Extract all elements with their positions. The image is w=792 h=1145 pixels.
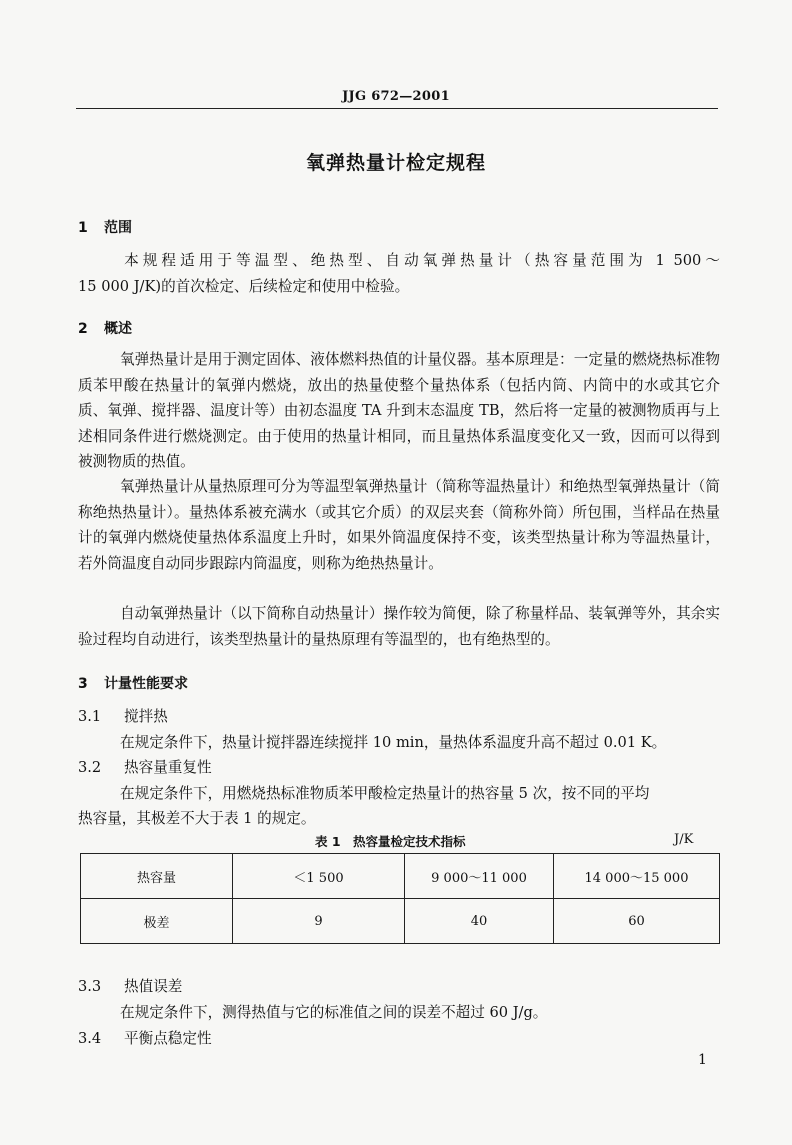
overview-paragraph-3	[78, 601, 720, 652]
subsection-title: 平衡点稳定性	[124, 1030, 212, 1047]
table-unit: J/K	[674, 832, 694, 847]
subsection-title: 热容量重复性	[124, 759, 212, 776]
heat-capacity-table	[80, 853, 720, 944]
subsection-3-3-body: 在规定条件下，测得热值与它的标准值之间的误差不超过 60 J/g。	[120, 1004, 548, 1021]
section-title: 概述	[104, 321, 132, 337]
section-title: 范围	[104, 220, 132, 236]
section-heading-overview	[78, 318, 132, 338]
table-cell: 9	[233, 899, 405, 944]
subsection-3-2-heading	[78, 756, 212, 777]
subsection-number: 3.3	[78, 978, 102, 995]
subsection-3-1-heading	[78, 705, 168, 726]
table-cell: 60	[554, 899, 720, 944]
scope-line-2: 15 000 J/K)的首次检定、后续检定和使用中检验。	[78, 277, 410, 295]
overview-text-1: 氧弹热量计是用于测定固体、液体燃料热值的计量仪器。基本原理是：一定量的燃烧热标准物质苯甲酸在热量计的氧弹内燃烧，放出的热量使整个量热体系（包括内筒、内筒中的水或其它介质、氧弹、搅拌器、温度计等）由初态温度 TA 升到末态温度 TB，然后将一定量的被测物质再与上述相同条件进行燃烧测定。由于使用的热量计相同，而且量热体系温度变化又一致，因而可以得到被测物质的热值。	[78, 351, 720, 470]
table-cell: 14 000～15 000	[554, 854, 720, 899]
section-heading-metrology	[78, 673, 188, 693]
overview-paragraph-2	[78, 474, 720, 576]
table-cell: 极差	[81, 899, 233, 944]
scope-paragraph	[78, 248, 720, 299]
subsection-3-1-body: 在规定条件下，热量计搅拌器连续搅拌 10 min，量热体系温度升高不超过 0.01 K。	[120, 734, 667, 751]
subsection-number: 3.1	[78, 708, 102, 725]
table-caption: 表 1 热容量检定技术指标	[315, 834, 466, 849]
table-row	[81, 854, 720, 899]
subsection-number: 3.4	[78, 1030, 102, 1047]
subsection-3-2-body-line-1: 在规定条件下，用燃烧热标准物质苯甲酸检定热量计的热容量 5 次，按不同的平均	[120, 785, 650, 802]
subsection-title: 搅拌热	[124, 708, 168, 725]
table-cell: 热容量	[81, 854, 233, 899]
page-title: 氧弹热量计检定规程	[305, 152, 486, 174]
section-title: 计量性能要求	[104, 676, 188, 692]
scope-line-1: 本规程适用于等温型、绝热型、自动氧弹热量计（热容量范围为 1 500～	[120, 252, 720, 269]
subsection-3-4-heading	[78, 1027, 212, 1048]
overview-paragraph-1	[78, 347, 720, 475]
table-cell: 9 000～11 000	[405, 854, 554, 899]
section-number: 2	[78, 321, 88, 337]
table-row	[81, 899, 720, 944]
subsection-3-2-body-line-2: 热容量，其极差不大于表 1 的规定。	[78, 810, 316, 827]
overview-text-3: 自动氧弹热量计（以下简称自动热量计）操作较为简便，除了称量样品、装氧弹等外，其余实验过程均自动进行，该类型热量计的量热原理有等温型的，也有绝热型的。	[78, 605, 720, 648]
subsection-3-3-heading	[78, 975, 182, 996]
page-number: 1	[698, 1052, 707, 1068]
table-cell: ＜1 500	[233, 854, 405, 899]
header-rule	[76, 108, 718, 109]
overview-text-2: 氧弹热量计从量热原理可分为等温型氧弹热量计（简称等温热量计）和绝热型氧弹热量计（简称绝热热量计）。量热体系被充满水（或其它介质）的双层夹套（简称外筒）所包围，当样品在热量计的氧弹内燃烧使量热体系温度上升时，如果外筒温度保持不变，该类型热量计称为等温热量计，若外筒温度自动同步跟踪内筒温度，则称为绝热热量计。	[78, 478, 720, 572]
subsection-title: 热值误差	[124, 978, 183, 995]
subsection-number: 3.2	[78, 759, 102, 776]
table-cell: 40	[405, 899, 554, 944]
section-number: 3	[78, 676, 88, 692]
section-heading-scope	[78, 217, 132, 237]
section-number: 1	[78, 220, 88, 236]
standard-code-header: JJG 672—2001	[342, 89, 450, 104]
